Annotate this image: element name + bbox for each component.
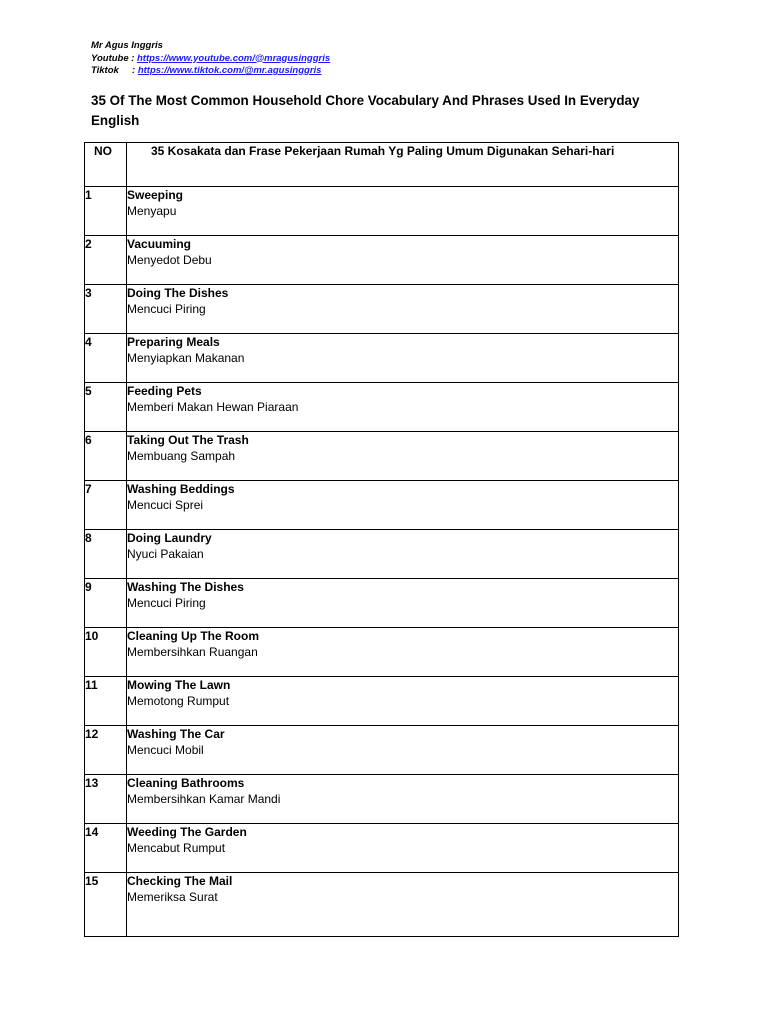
english-phrase: Doing Laundry (127, 531, 212, 545)
row-number: 9 (85, 579, 127, 628)
table-header-row (85, 143, 679, 187)
column-header-no: NO (85, 143, 127, 187)
table-row (85, 677, 679, 726)
english-phrase: Doing The Dishes (127, 286, 229, 300)
row-number: 1 (85, 187, 127, 236)
tiktok-separator: : (132, 65, 136, 76)
row-phrase-cell (127, 726, 679, 775)
row-number: 11 (85, 677, 127, 726)
row-number: 12 (85, 726, 127, 775)
indonesian-translation: Membuang Sampah (127, 449, 236, 463)
english-phrase: Washing The Dishes (127, 580, 244, 594)
indonesian-translation: Mencuci Sprei (127, 498, 204, 512)
indonesian-translation: Memotong Rumput (127, 694, 230, 708)
indonesian-translation: Memeriksa Surat (127, 890, 218, 904)
vocabulary-table (84, 142, 679, 937)
row-number: 2 (85, 236, 127, 285)
row-phrase-cell (127, 530, 679, 579)
indonesian-translation: Menyedot Debu (127, 253, 212, 267)
row-number: 13 (85, 775, 127, 824)
indonesian-translation: Nyuci Pakaian (127, 547, 204, 561)
row-number: 15 (85, 873, 127, 937)
english-phrase: Cleaning Up The Room (127, 629, 259, 643)
document-title: 35 Of The Most Common Household Chore Vocabulary And Phrases Used In Everyday English (91, 93, 640, 128)
row-phrase-cell (127, 334, 679, 383)
row-phrase-cell (127, 628, 679, 677)
table-row (85, 530, 679, 579)
row-number: 10 (85, 628, 127, 677)
row-phrase-cell (127, 579, 679, 628)
table-row (85, 579, 679, 628)
row-number: 14 (85, 824, 127, 873)
youtube-link[interactable]: https://www.youtube.com/@mragusinggris (137, 52, 331, 64)
table-row (85, 432, 679, 481)
english-phrase: Washing The Car (127, 727, 225, 741)
row-phrase-cell (127, 775, 679, 824)
row-phrase-cell (127, 236, 679, 285)
row-number: 4 (85, 334, 127, 383)
row-phrase-cell (127, 187, 679, 236)
english-phrase: Vacuuming (127, 237, 192, 251)
table-row (85, 824, 679, 873)
english-phrase: Cleaning Bathrooms (127, 776, 245, 790)
english-phrase: Checking The Mail (127, 874, 233, 888)
table-row (85, 187, 679, 236)
youtube-label: Youtube : (91, 52, 135, 64)
author-header (91, 40, 330, 78)
table-row (85, 873, 679, 937)
row-phrase-cell (127, 285, 679, 334)
row-number: 3 (85, 285, 127, 334)
indonesian-translation: Menyapu (127, 204, 177, 218)
row-phrase-cell (127, 383, 679, 432)
author-name: Mr Agus Inggris (91, 40, 163, 51)
row-number: 5 (85, 383, 127, 432)
row-phrase-cell (127, 481, 679, 530)
table-row (85, 628, 679, 677)
tiktok-line (91, 65, 330, 78)
tiktok-link[interactable]: https://www.tiktok.com/@mr.agusinggris (137, 65, 322, 76)
indonesian-translation: Menyiapkan Makanan (127, 351, 245, 365)
row-phrase-cell (127, 432, 679, 481)
indonesian-translation: Membersihkan Ruangan (127, 645, 258, 659)
indonesian-translation: Mencuci Mobil (127, 743, 204, 757)
english-phrase: Preparing Meals (127, 335, 220, 349)
column-header-items: 35 Kosakata dan Frase Pekerjaan Rumah Yg Paling Umum Digunakan Sehari-hari (127, 143, 679, 187)
indonesian-translation: Mencabut Rumput (127, 841, 226, 855)
indonesian-translation: Memberi Makan Hewan Piaraan (127, 400, 299, 414)
youtube-line (91, 53, 330, 66)
table-row (85, 285, 679, 334)
english-phrase: Taking Out The Trash (127, 433, 249, 447)
english-phrase: Mowing The Lawn (127, 678, 231, 692)
table-row (85, 481, 679, 530)
table-row (85, 775, 679, 824)
row-phrase-cell (127, 824, 679, 873)
row-phrase-cell (127, 873, 679, 937)
row-number: 8 (85, 530, 127, 579)
english-phrase: Washing Beddings (127, 482, 235, 496)
row-number: 7 (85, 481, 127, 530)
english-phrase: Feeding Pets (127, 384, 202, 398)
indonesian-translation: Mencuci Piring (127, 302, 206, 316)
indonesian-translation: Mencuci Piring (127, 596, 206, 610)
table-row (85, 383, 679, 432)
row-phrase-cell (127, 677, 679, 726)
indonesian-translation: Membersihkan Kamar Mandi (127, 792, 281, 806)
tiktok-label: Tiktok (91, 65, 119, 76)
table-row (85, 334, 679, 383)
english-phrase: Sweeping (127, 188, 184, 202)
row-number: 6 (85, 432, 127, 481)
table-row (85, 726, 679, 775)
table-row (85, 236, 679, 285)
english-phrase: Weeding The Garden (127, 825, 247, 839)
